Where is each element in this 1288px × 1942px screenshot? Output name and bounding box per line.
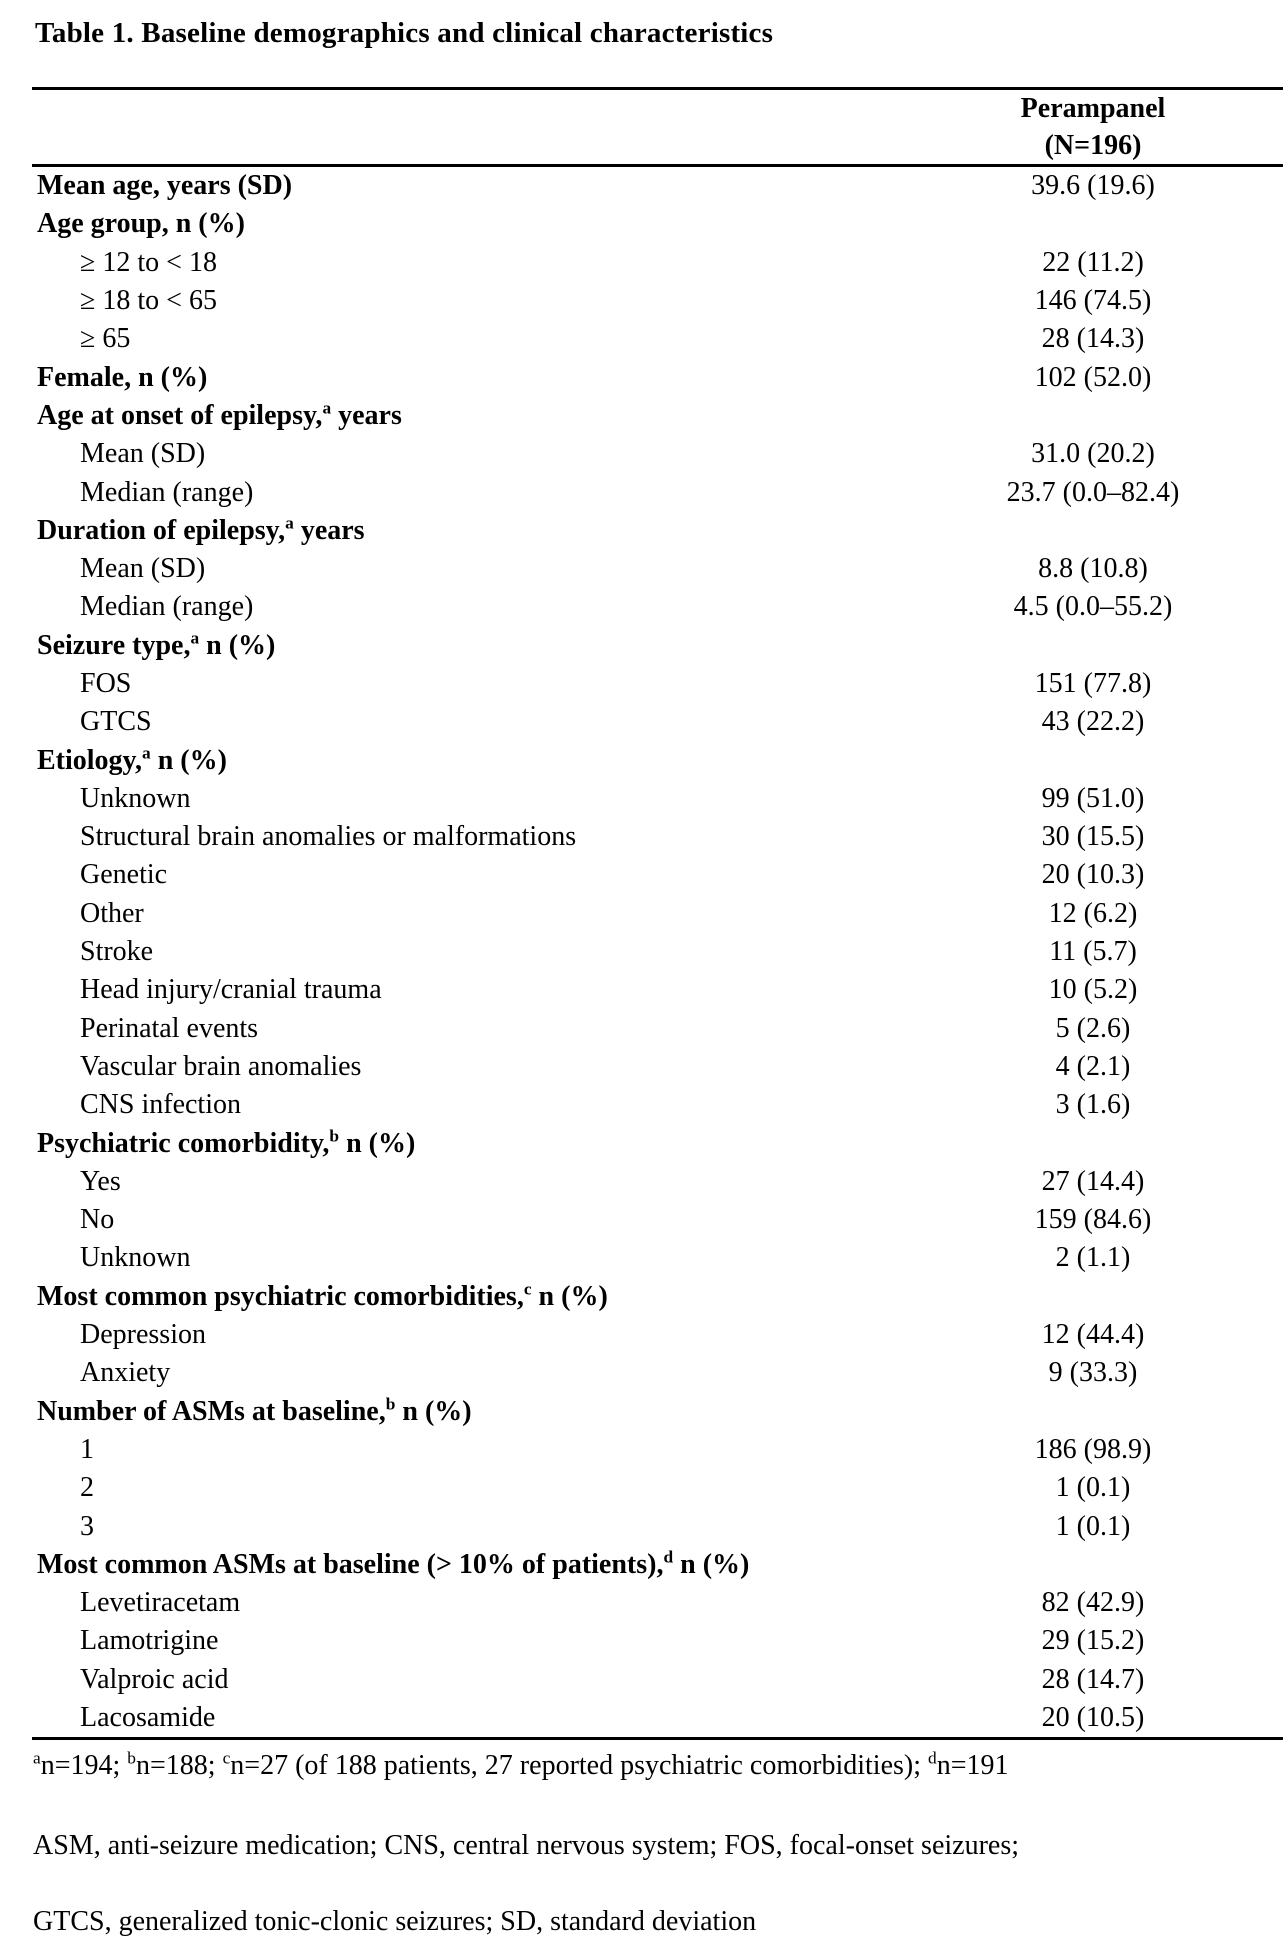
table-row xyxy=(32,856,1283,894)
row-label: Mean age, years (SD) xyxy=(37,170,293,202)
row-label: Median (range) xyxy=(80,476,254,508)
row-value: 186 (98.9) xyxy=(1034,1433,1152,1465)
footnote-sample-sizes: $^a$n=194; $^b$n=188; $^c$n=27 (of 188 patients, 27 reported psychiatric comorbidities); $^d$n=191 xyxy=(33,1748,1009,1782)
table-row xyxy=(32,1124,1283,1162)
row-label: Valproic acid xyxy=(80,1663,229,1695)
table-row xyxy=(32,665,1283,703)
row-value: 159 (84.6) xyxy=(1034,1204,1152,1236)
row-value: 82 (42.9) xyxy=(1041,1587,1145,1619)
table-row xyxy=(32,1661,1283,1699)
table-row xyxy=(32,1086,1283,1124)
table-body xyxy=(32,167,1283,1737)
row-label: Head injury/cranial trauma xyxy=(80,974,382,1006)
row-label: Most common psychiatric comorbidities,$^c$ n (%) xyxy=(37,1279,608,1312)
row-label: Other xyxy=(80,897,144,929)
table-row xyxy=(32,1010,1283,1048)
row-value: 4 (2.1) xyxy=(1055,1050,1131,1082)
row-label: Age at onset of epilepsy,$^a$ years xyxy=(37,398,402,431)
table-row xyxy=(32,971,1283,1009)
column-header-line1: Perampanel xyxy=(1020,93,1166,124)
row-label: Lamotrigine xyxy=(80,1625,219,1657)
row-label: Vascular brain anomalies xyxy=(80,1050,362,1082)
table-row xyxy=(32,550,1283,588)
row-label: ≥ 65 xyxy=(80,323,131,355)
row-label: Mean (SD) xyxy=(80,553,206,585)
row-label: Genetic xyxy=(80,859,168,891)
row-label: ≥ 18 to < 65 xyxy=(80,285,217,317)
table-row xyxy=(32,933,1283,971)
row-value: 30 (15.5) xyxy=(1041,821,1145,853)
row-value: 29 (15.2) xyxy=(1041,1625,1145,1657)
table-row xyxy=(32,1316,1283,1354)
row-value: 39.6 (19.6) xyxy=(1031,170,1155,202)
row-label: Anxiety xyxy=(80,1357,171,1389)
row-label: 1 xyxy=(80,1433,94,1465)
row-value: 1 (0.1) xyxy=(1055,1510,1131,1542)
row-value: 4.5 (0.0–55.2) xyxy=(1013,591,1173,623)
row-value: 1 (0.1) xyxy=(1055,1472,1131,1504)
table-row xyxy=(32,1584,1283,1622)
table-row xyxy=(32,358,1283,396)
table-row xyxy=(32,1048,1283,1086)
header-spacer xyxy=(32,90,903,164)
row-value: 99 (51.0) xyxy=(1041,782,1145,814)
row-label: Unknown xyxy=(80,1242,191,1274)
table-row xyxy=(32,435,1283,473)
table-row xyxy=(32,1507,1283,1545)
row-label: Unknown xyxy=(80,782,191,814)
row-value: 8.8 (10.8) xyxy=(1038,553,1148,585)
row-label: Most common ASMs at baseline (> 10% of patients),$^d$ n (%) xyxy=(37,1547,750,1580)
row-value: 20 (10.3) xyxy=(1041,859,1145,891)
column-header-perampanel xyxy=(903,90,1283,164)
row-value: 22 (11.2) xyxy=(1042,246,1144,278)
row-label: No xyxy=(80,1204,115,1236)
table-row xyxy=(32,1699,1283,1737)
row-value: 5 (2.6) xyxy=(1055,1012,1131,1044)
row-value: 20 (10.5) xyxy=(1041,1702,1145,1734)
row-label: Seizure type,$^a$ n (%) xyxy=(37,628,276,661)
row-value: 9 (33.3) xyxy=(1048,1357,1138,1389)
table-row xyxy=(32,818,1283,856)
table-row xyxy=(32,1431,1283,1469)
row-label: Stroke xyxy=(80,936,154,968)
row-label: CNS infection xyxy=(80,1089,241,1121)
row-value: 12 (44.4) xyxy=(1041,1319,1145,1351)
row-label: Depression xyxy=(80,1319,206,1351)
table-row xyxy=(32,282,1283,320)
row-value: 27 (14.4) xyxy=(1041,1165,1145,1197)
row-value: 23.7 (0.0–82.4) xyxy=(1006,476,1180,508)
row-label: Lacosamide xyxy=(80,1702,216,1734)
table-row xyxy=(32,1469,1283,1507)
row-label: Number of ASMs at baseline,$^b$ n (%) xyxy=(37,1394,472,1427)
row-value: 28 (14.3) xyxy=(1041,323,1145,355)
table-row xyxy=(32,1201,1283,1239)
row-label: Etiology,$^a$ n (%) xyxy=(37,743,227,776)
table-row xyxy=(32,167,1283,205)
table-row xyxy=(32,473,1283,511)
row-value: 146 (74.5) xyxy=(1034,285,1152,317)
row-label: GTCS xyxy=(80,706,152,738)
row-value: 11 (5.7) xyxy=(1049,936,1137,968)
row-label: Age group, n (%) xyxy=(37,208,245,240)
row-label: Psychiatric comorbidity,$^b$ n (%) xyxy=(37,1126,416,1159)
row-label: Duration of epilepsy,$^a$ years xyxy=(37,513,365,546)
row-label: Yes xyxy=(80,1165,121,1197)
row-value: 28 (14.7) xyxy=(1041,1663,1145,1695)
footnote-abbreviations-2: GTCS, generalized tonic-clonic seizures; SD, standard deviation xyxy=(33,1906,757,1938)
row-label: ≥ 12 to < 18 xyxy=(80,246,217,278)
footnotes xyxy=(33,1747,1288,1941)
row-value: 3 (1.6) xyxy=(1055,1089,1131,1121)
table-row xyxy=(32,1239,1283,1277)
row-value: 10 (5.2) xyxy=(1048,974,1138,1006)
row-label: Median (range) xyxy=(80,591,254,623)
table-row xyxy=(32,627,1283,665)
table-row xyxy=(32,895,1283,933)
row-value: 31.0 (20.2) xyxy=(1031,438,1155,470)
table-row xyxy=(32,588,1283,626)
row-value: 12 (6.2) xyxy=(1048,897,1138,929)
row-label: Structural brain anomalies or malformations xyxy=(80,821,577,853)
row-value: 102 (52.0) xyxy=(1034,361,1152,393)
table-row xyxy=(32,244,1283,282)
table-row xyxy=(32,1278,1283,1316)
table-row xyxy=(32,780,1283,818)
table-header-row xyxy=(32,90,1283,167)
table-row xyxy=(32,1393,1283,1431)
row-value: 151 (77.8) xyxy=(1034,668,1152,699)
table-row xyxy=(32,1163,1283,1201)
row-label: Female, n (%) xyxy=(37,361,208,393)
table-row xyxy=(32,1354,1283,1392)
demographics-table xyxy=(32,87,1283,1740)
row-value: 2 (1.1) xyxy=(1055,1242,1131,1274)
table-row xyxy=(32,1546,1283,1584)
table-row xyxy=(32,205,1283,243)
row-label: FOS xyxy=(80,668,132,699)
table-row xyxy=(32,703,1283,741)
row-label: 3 xyxy=(80,1510,94,1542)
row-label: 2 xyxy=(80,1472,94,1504)
row-label: Levetiracetam xyxy=(80,1587,241,1619)
table-row xyxy=(32,512,1283,550)
row-label: Perinatal events xyxy=(80,1012,259,1044)
footnote-abbreviations-1: ASM, anti-seizure medication; CNS, central nervous system; FOS, focal-onset seizures; xyxy=(33,1830,1020,1862)
row-label: Mean (SD) xyxy=(80,438,206,470)
table-row xyxy=(32,741,1283,779)
table-row xyxy=(32,1622,1283,1660)
column-header-line2: (N=196) xyxy=(1044,130,1142,161)
table-row xyxy=(32,397,1283,435)
row-value: 43 (22.2) xyxy=(1041,706,1145,738)
table-row xyxy=(32,320,1283,358)
table-title: Table 1. Baseline demographics and clinical characteristics xyxy=(35,17,774,49)
